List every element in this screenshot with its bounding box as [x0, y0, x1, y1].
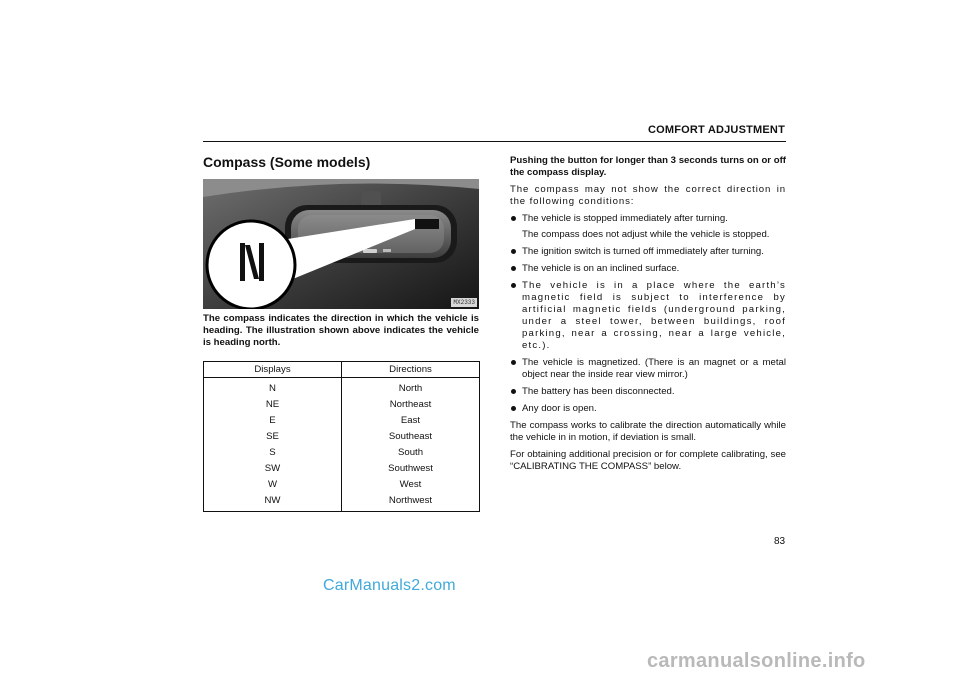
direction-cell: North: [398, 382, 423, 394]
table-row: [204, 378, 480, 397]
bullet-icon: [511, 216, 516, 221]
section-title: Compass (Some models): [203, 154, 371, 170]
table-row: [204, 444, 480, 460]
display-cell: NE: [204, 396, 342, 412]
bullet-icon: [511, 266, 516, 271]
list-item-text: The vehicle is stopped immediately after turning.: [522, 213, 728, 224]
directions-table: [203, 361, 480, 512]
site-watermark-bottom[interactable]: carmanualsonline.info: [647, 650, 866, 672]
bullet-icon: [511, 389, 516, 394]
compass-figure: [203, 179, 479, 309]
page-number: 83: [774, 536, 786, 547]
button-instruction: Pushing the button for longer than 3 seconds turns on or off the compass display.: [510, 155, 786, 178]
right-column: [510, 155, 786, 478]
list-item: [510, 213, 786, 241]
list-item: [510, 403, 786, 415]
list-item: [510, 280, 786, 352]
calibration-paragraph: The compass works to calibrate the direction automatically while the vehicle in in motion, if deviation is small.: [510, 420, 786, 443]
table-header-row: [204, 362, 480, 378]
list-item-text: The battery has been disconnected.: [522, 386, 675, 397]
direction-cell: South: [397, 446, 424, 458]
bullet-icon: [511, 360, 516, 365]
list-item-text: The vehicle is in a place where the earth’s magnetic field is subject to interference by artificial magnetic fields (underground parking, under a steel tower, between buildings, roof parking, near a crossing, near a large vehicle, etc.).: [522, 280, 786, 351]
table-row: [204, 396, 480, 412]
list-item: [510, 246, 786, 258]
list-item: [510, 386, 786, 398]
display-cell: E: [204, 412, 342, 428]
display-cell: NW: [204, 492, 342, 512]
direction-cell: Southwest: [388, 462, 433, 474]
list-item-text: Any door is open.: [522, 403, 597, 414]
table-row: [204, 492, 480, 512]
direction-cell: Northwest: [388, 494, 433, 506]
figure-code: MX2333: [453, 299, 475, 306]
reference-paragraph: For obtaining additional precision or for complete calibrating, see “CALIBRATING THE COMPASS” below.: [510, 449, 786, 472]
display-cell: S: [204, 444, 342, 460]
rear-view-mirror-illustration: [203, 179, 479, 309]
list-item-text: The ignition switch is turned off immediately after turning.: [522, 246, 764, 257]
list-item-subtext: The compass does not adjust while the vehicle is stopped.: [522, 229, 770, 240]
direction-cell: Southeast: [388, 430, 433, 442]
table-row: [204, 412, 480, 428]
direction-cell: Northeast: [389, 398, 432, 410]
direction-cell: East: [400, 414, 421, 426]
header-rule: [203, 141, 786, 142]
column-header: Directions: [342, 362, 480, 378]
list-item-text: The vehicle is magnetized. (There is an magnet or a metal object near the inside rear view mirror.): [522, 357, 786, 380]
site-watermark[interactable]: CarManuals2.com: [323, 577, 456, 594]
display-cell: SW: [204, 460, 342, 476]
list-item: [510, 263, 786, 275]
display-cell: N: [204, 378, 342, 397]
table-row: [204, 428, 480, 444]
section-header: COMFORT ADJUSTMENT: [647, 124, 785, 136]
figure-caption: The compass indicates the direction in which the vehicle is heading. The illustration shown above indicates the vehicle is heading north.: [203, 313, 479, 348]
table-row: [204, 460, 480, 476]
column-header: Displays: [204, 362, 342, 378]
bullet-icon: [511, 406, 516, 411]
bullet-icon: [511, 283, 516, 288]
direction-cell: West: [399, 478, 422, 490]
table-row: [204, 476, 480, 492]
display-cell: W: [204, 476, 342, 492]
list-item-text: The vehicle is on an inclined surface.: [522, 263, 680, 274]
display-cell: SE: [204, 428, 342, 444]
bullet-icon: [511, 249, 516, 254]
list-item: [510, 357, 786, 381]
conditions-intro: The compass may not show the correct direction in the following conditions:: [510, 184, 786, 207]
